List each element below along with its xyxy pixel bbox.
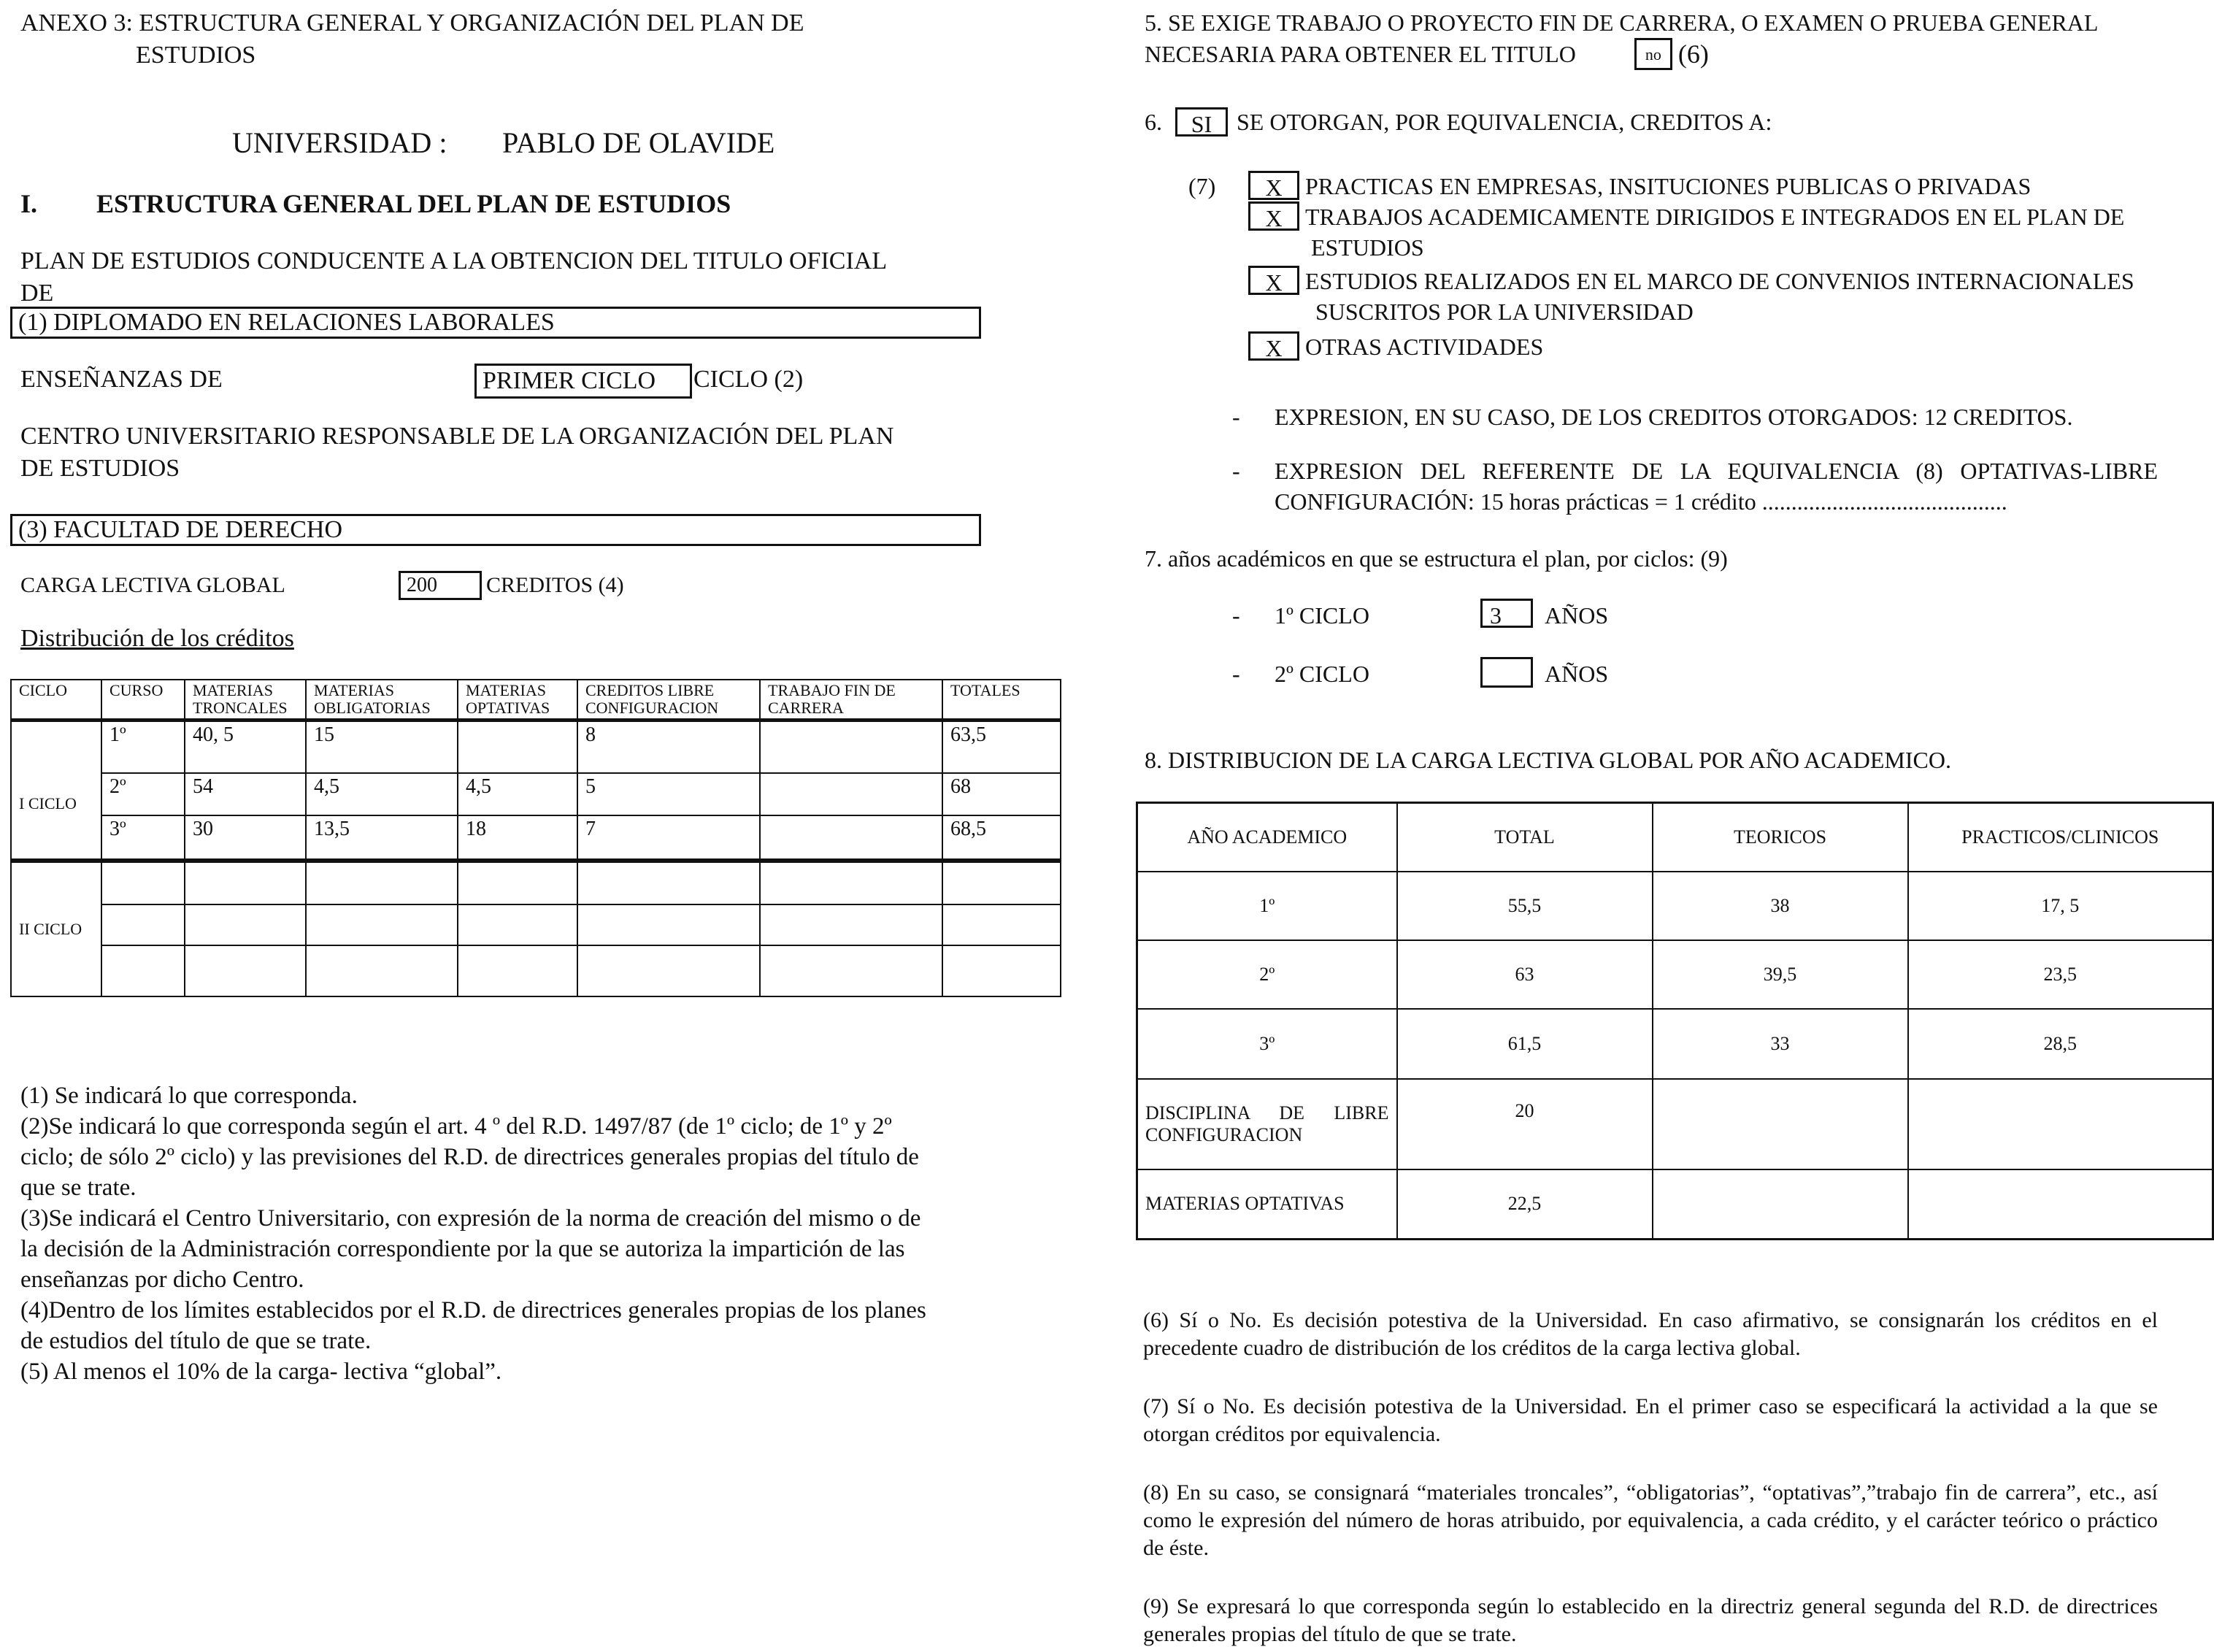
column-header: MATERIAS TRONCALES [185,680,306,721]
cycle-suffix: CICLO (2) [693,366,804,393]
footnote: (6) Sí o No. Es decisión potestiva de la Universidad. En caso afirmativo, se consignarán los créditos en el precedente cuadro de distribución de los créditos de la carga lectiva global. [1143,1308,2158,1360]
column-header: MATERIAS OPTATIVAS [458,680,577,721]
q6-row [1145,107,1772,137]
credit-distribution-table [10,679,1061,997]
option-row [1248,331,2183,362]
column-header: TOTALES [942,680,1061,721]
footnote: (9) Se expresará lo que corresponda según lo establecido en la directriz general segunda del R.D. de directrices generales propias del título de que se trate. [1143,1594,2158,1646]
table-cell: 4,5 [306,773,458,815]
annual-load-table [1136,802,2214,1240]
centro-text: CENTRO UNIVERSITARIO RESPONSABLE DE LA ORGANIZACIÓN DEL PLAN DE ESTUDIOS [20,423,894,482]
column-header: MATERIAS OBLIGATORIAS [306,680,458,721]
q7-unit: AÑOS [1545,661,1609,687]
table-cell [760,815,942,861]
table-cell: 17, 5 [1908,872,2213,940]
table-cell: 63 [1397,940,1653,1009]
table-cell [1908,1169,2213,1240]
checkbox-mark: X [1248,266,1299,295]
table-cell: 8 [577,721,760,773]
table-cell: 1º [1137,872,1397,940]
equivalence-expression: EXPRESION DEL REFERENTE DE LA EQUIVALENCIA (8) OPTATIVAS-LIBRE CONFIGURACIÓN: 15 horas prácticas = 1 crédito .......................................... [1275,458,2158,515]
cycle-cell: I CICLO [11,721,101,861]
table-cell: 54 [185,773,306,815]
option-label: ESTUDIOS REALIZADOS EN EL MARCO DE CONVENIOS INTERNACIONALES SUSCRITOS POR LA UNIVERSIDAD [1305,268,2134,325]
q6-number: 6. [1145,109,1162,135]
table-row [11,773,1061,815]
degree-box: (1) DIPLOMADO EN RELACIONES LABORALES [10,307,981,339]
q7-cycle1-label: 1º CICLO [1275,602,1369,629]
footnote: (2)Se indicará lo que corresponda según el art. 4 º del R.D. 1497/87 (de 1º ciclo; de 1º y 2º ciclo; de sólo 2º ciclo) y las previsiones del R.D. de directrices generales propias del título de que se trate. [20,1113,919,1201]
faculty-box: (3) FACULTAD DE DERECHO [10,514,981,546]
annex-title: ANEXO 3: ESTRUCTURA GENERAL Y ORGANIZACIÓN DEL PLAN DE ESTUDIOS [20,9,804,69]
option-row [1248,201,2183,266]
carga-value-box: 200 [399,571,482,600]
dash: - [1232,404,1240,430]
table-cell: 23,5 [1908,940,2213,1009]
q6-answer-box: SI [1175,107,1228,137]
checkbox-mark: X [1248,201,1299,231]
q6-options [1248,171,2183,362]
footnote: (8) En su caso, se consignará “materiales troncales”, “obligatorias”, “optativas”,”trabajo fin de carrera”, etc., así como le expresión del número de horas atribuido, por equivalencia, a cada crédito, y el carácter teórico o práctico de éste. [1143,1480,2158,1560]
table-row [1137,1009,2213,1079]
table-cell: 2º [1137,940,1397,1009]
credits-expression: EXPRESION, EN SU CASO, DE LOS CREDITOS OTORGADOS: 12 CREDITOS. [1275,404,2073,430]
table-cell: 7 [577,815,760,861]
table-row [11,721,1061,773]
table-row [1137,940,2213,1009]
table-row [1137,1169,2213,1240]
footnote: (1) Se indicará lo que corresponda. [20,1083,358,1109]
teaching-label: ENSEÑANZAS DE [20,366,223,393]
table-cell [760,721,942,773]
section-number: I. [20,189,38,218]
option-row [1248,171,2183,201]
table-cell: 38 [1653,872,1908,940]
column-header: CICLO [11,680,101,721]
option-row [1248,266,2183,331]
q5-text: 5. SE EXIGE TRABAJO O PROYECTO FIN DE CARRERA, O EXAMEN O PRUEBA GENERAL NECESARIA PARA OBTENER EL TITULO no (6) [1145,9,2099,69]
table-cell: 20 [1397,1079,1653,1169]
table-cell: 61,5 [1397,1009,1653,1079]
table-cell: 40, 5 [185,721,306,773]
table-row [11,945,1061,996]
cycle-cell: II CICLO [11,861,101,996]
table-cell: DISCIPLINA DE LIBRE CONFIGURACION [1137,1079,1397,1169]
table-cell: 4,5 [458,773,577,815]
table-cell: 22,5 [1397,1169,1653,1240]
table-cell [1653,1169,1908,1240]
carga-suffix: CREDITOS (4) [486,573,624,597]
option-label: PRACTICAS EN EMPRESAS, INSITUCIONES PUBLICAS O PRIVADAS [1305,173,2032,199]
table-row [1137,872,2213,940]
table-cell: 68,5 [942,815,1061,861]
checkbox-mark: X [1248,171,1299,200]
q7-cycle1-box: 3 [1480,599,1533,628]
q7-unit: AÑOS [1545,602,1609,629]
footnote: (4)Dentro de los límites establecidos por el R.D. de directrices generales propias de los planes de estudios del título de que se trate. [20,1297,926,1354]
option-label: OTRAS ACTIVIDADES [1305,334,1544,360]
column-header: PRACTICOS/CLINICOS [1908,803,2213,872]
table-cell: 15 [306,721,458,773]
dash: - [1232,602,1240,629]
table-cell [760,773,942,815]
table-header-row [1137,803,2213,872]
table-cell: 3º [101,815,185,861]
q6-text: SE OTORGAN, POR EQUIVALENCIA, CREDITOS A: [1237,109,1772,135]
table-row [11,904,1061,945]
q5-answer-box: no [1634,38,1672,70]
table-cell: 3º [1137,1009,1397,1079]
q8-title: 8. DISTRIBUCION DE LA CARGA LECTIVA GLOBAL POR AÑO ACADEMICO. [1145,747,1951,773]
section-title: ESTRUCTURA GENERAL DEL PLAN DE ESTUDIOS [96,189,731,218]
column-header: CREDITOS LIBRE CONFIGURACION [577,680,760,721]
table-cell: 68 [942,773,1061,815]
column-header: TEORICOS [1653,803,1908,872]
table-cell: 33 [1653,1009,1908,1079]
university-name: PABLO DE OLAVIDE [502,126,775,159]
table-cell: 13,5 [306,815,458,861]
table-cell: 30 [185,815,306,861]
table-cell [1908,1079,2213,1169]
carga-label: CARGA LECTIVA GLOBAL [20,573,285,597]
footnote: (5) Al menos el 10% de la carga- lectiva “global”. [20,1359,502,1385]
dist-heading: Distribución de los créditos [20,625,294,652]
checkbox-mark: X [1248,331,1299,361]
q7-cycle2-label: 2º CICLO [1275,661,1369,687]
q7-text: 7. años académicos en que se estructura el plan, por ciclos: (9) [1145,545,1728,572]
plan-text: PLAN DE ESTUDIOS CONDUCENTE A LA OBTENCION DEL TITULO OFICIAL DE [20,247,888,307]
table-cell: 63,5 [942,721,1061,773]
table-cell: 1º [101,721,185,773]
table-cell: 39,5 [1653,940,1908,1009]
table-cell [1653,1079,1908,1169]
column-header: TOTAL [1397,803,1653,872]
table-cell: 28,5 [1908,1009,2213,1079]
table-cell: 5 [577,773,760,815]
footnote: (7) Sí o No. Es decisión potestiva de la Universidad. En el primer caso se especificará la actividad a la que se otorgan créditos por equivalencia. [1143,1394,2158,1446]
option-label: TRABAJOS ACADEMICAMENTE DIRIGIDOS E INTEGRADOS EN EL PLAN DE ESTUDIOS [1305,204,2125,261]
footnotes [20,1080,933,1387]
column-header: CURSO [101,680,185,721]
university-label: UNIVERSIDAD : [232,126,447,159]
table-cell: MATERIAS OPTATIVAS [1137,1169,1397,1240]
column-header: TRABAJO FIN DE CARRERA [760,680,942,721]
q6-ref: (7) [1188,173,1216,199]
table-cell: 2º [101,773,185,815]
dash: - [1232,458,1240,484]
q5-note: (6) [1677,39,1709,69]
column-header: AÑO ACADEMICO [1137,803,1397,872]
footnote: (3)Se indicará el Centro Universitario, con expresión de la norma de creación del mismo o de la decisión de la Administración correspondiente por la que se autoriza la impartición de las enseñanzas por dicho Centro. [20,1205,921,1293]
right-notes [1143,1307,2158,1648]
table-cell [458,721,577,773]
table-cell: 18 [458,815,577,861]
table-cell: 55,5 [1397,872,1653,940]
table-row [1137,1079,2213,1169]
cycle-box: PRIMER CICLO [474,364,692,399]
table-row [11,861,1061,904]
dash: - [1232,661,1240,687]
q7-cycle2-box [1480,657,1533,688]
table-row [11,815,1061,861]
table-header-row [11,680,1061,721]
